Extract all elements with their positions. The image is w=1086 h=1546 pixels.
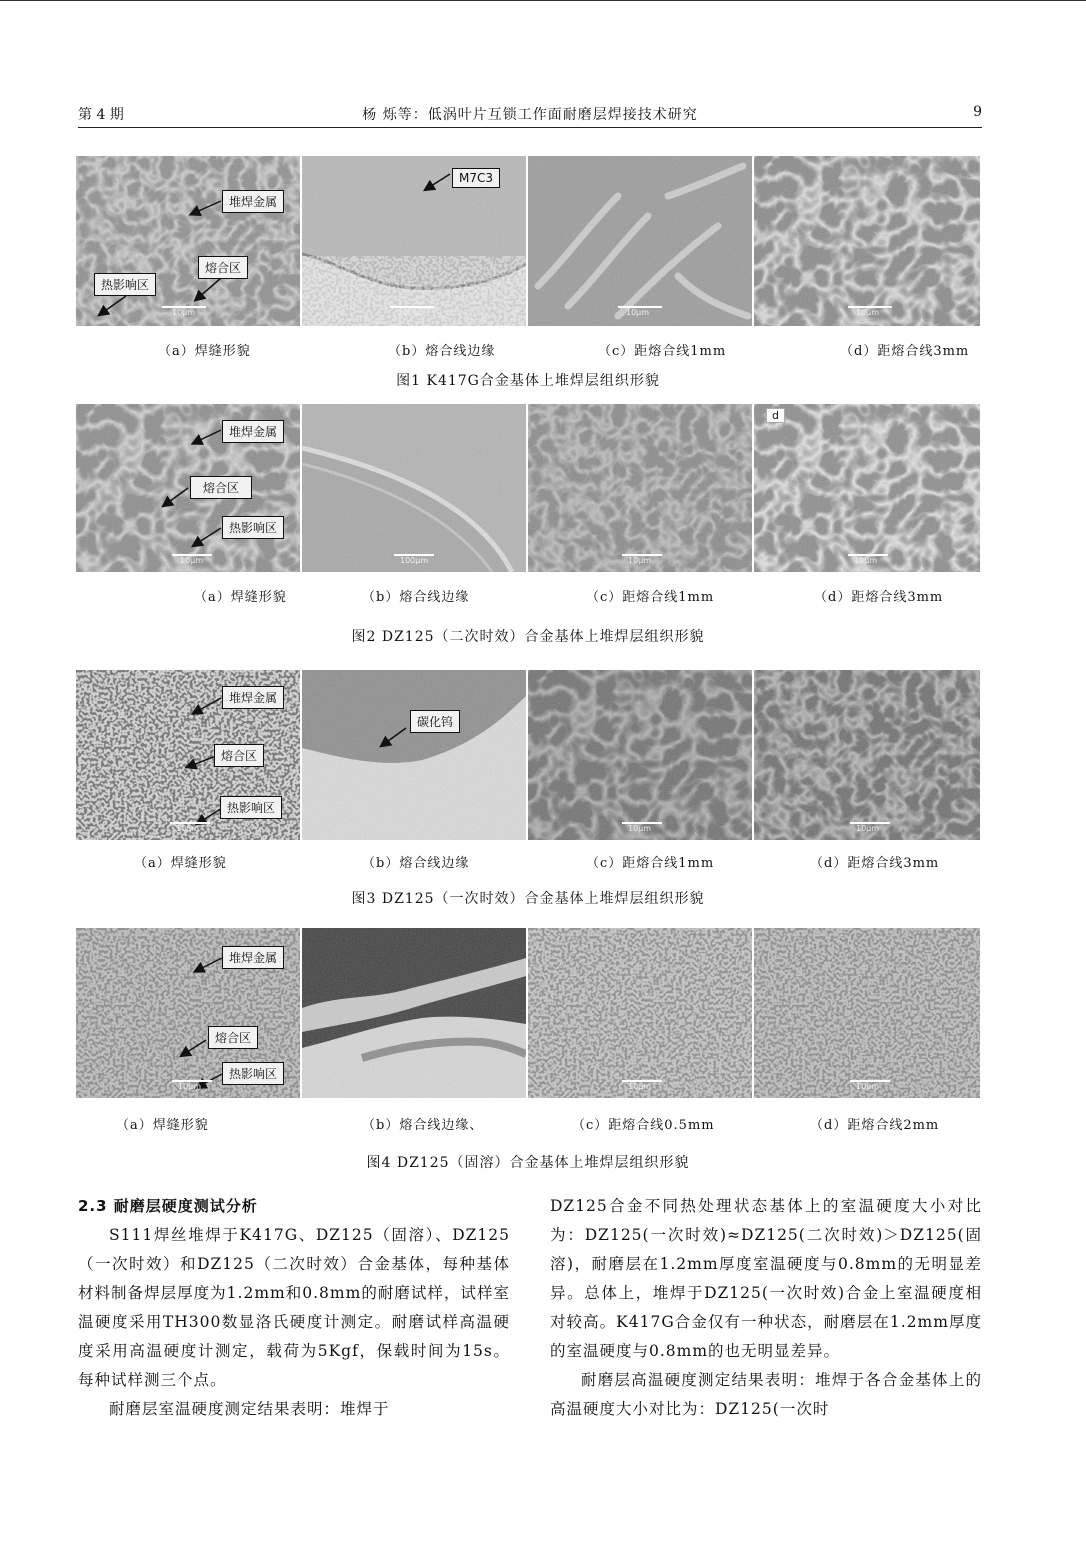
body-left-column bbox=[78, 1192, 510, 1424]
figure-2-subcaption-c: （c）距熔合线1mm bbox=[586, 590, 715, 605]
body-right-column bbox=[550, 1192, 982, 1424]
body-paragraph: DZ125合金不同热处理状态基体上的室温硬度大小对比为：DZ125(一次时效)≈DZ125(二次时效)＞DZ125(固溶)，耐磨层在1.2mm厚度室温硬度与0.8mm的无明显差异。总体上，堆焊于DZ125(一次时效)合金上室温硬度相对较高。K417G合金仅有一种状态，耐磨层在1.2mm厚度的室温硬度与0.8mm的也无明显差异。 bbox=[550, 1197, 982, 1360]
callout-carbide: M7C3 bbox=[452, 168, 500, 188]
figure-4-subcaption-c: （c）距熔合线0.5mm bbox=[572, 1118, 715, 1133]
scale-label: 10μm bbox=[856, 824, 880, 833]
scale-label: 100μm bbox=[398, 308, 427, 317]
scale-label: 10μm bbox=[180, 556, 204, 565]
callout-weld-metal: 堆焊金属 bbox=[222, 686, 284, 709]
body-paragraph: 耐磨层室温硬度测定结果表明：堆焊于 bbox=[109, 1400, 390, 1418]
scale-label: 10μm bbox=[854, 556, 878, 565]
figure-2-panel-b-micrograph bbox=[302, 404, 526, 572]
scale-label: 100μm bbox=[400, 556, 429, 565]
figure-4-panel-d-micrograph bbox=[754, 928, 980, 1098]
figure-1 bbox=[76, 156, 980, 394]
callout-fusion-zone: 熔合区 bbox=[214, 744, 264, 767]
issue-number: 第 4 期 bbox=[78, 107, 124, 123]
figure-4-caption: 图4 DZ125（固溶）合金基体上堆焊层组织形貌 bbox=[366, 1155, 690, 1171]
figure-1-subcaption-a: （a）焊缝形貌 bbox=[158, 344, 251, 359]
header-rule bbox=[78, 127, 982, 128]
figure-1-subcaption-b: （b）熔合线边缘 bbox=[388, 344, 496, 359]
scale-label: 10μm bbox=[178, 1082, 202, 1091]
scale-label: 10μm bbox=[626, 308, 650, 317]
figure-1-panel-c-micrograph bbox=[528, 156, 752, 326]
callout-weld-metal: 堆焊金属 bbox=[222, 190, 284, 213]
panel-tag: d bbox=[766, 408, 785, 423]
page-number: 9 bbox=[973, 104, 982, 120]
figure-2-panel-d-micrograph bbox=[754, 404, 980, 572]
figure-4-panel-c-micrograph bbox=[528, 928, 752, 1098]
scale-label: 10μm bbox=[628, 824, 652, 833]
figure-4-subcaption-b: （b）熔合线边缘、 bbox=[362, 1118, 484, 1133]
scale-label: 10μm bbox=[172, 308, 196, 317]
body-paragraph: 耐磨层高温硬度测定结果表明：堆焊于各合金基体上的高温硬度大小对比为：DZ125(一次时 bbox=[550, 1371, 982, 1418]
figure-2-subcaption-b: （b）熔合线边缘 bbox=[362, 590, 470, 605]
figure-1-panel-a-micrograph bbox=[76, 156, 300, 326]
figure-3-panel-a-micrograph bbox=[76, 670, 300, 840]
callout-fusion-zone: 熔合区 bbox=[198, 256, 248, 279]
section-title: 2.3 耐磨层硬度测试分析 bbox=[78, 1197, 258, 1215]
figure-1-caption: 图1 K417G合金基体上堆焊层组织形貌 bbox=[396, 373, 660, 389]
figure-3-panel-d-micrograph bbox=[754, 670, 980, 840]
figure-2-subcaption-a: （a）焊缝形貌 bbox=[194, 590, 287, 605]
figure-2 bbox=[76, 404, 980, 650]
figure-3-panel-b-micrograph bbox=[302, 670, 526, 840]
figure-3-subcaption-a: （a）焊缝形貌 bbox=[134, 856, 227, 871]
figure-3-subcaption-b: （b）熔合线边缘 bbox=[362, 856, 470, 871]
callout-fusion-zone: 熔合区 bbox=[208, 1026, 258, 1049]
figure-3-caption: 图3 DZ125（一次时效）合金基体上堆焊层组织形貌 bbox=[351, 891, 705, 907]
callout-weld-metal: 堆焊金属 bbox=[222, 420, 284, 443]
running-header bbox=[78, 104, 982, 126]
callout-weld-metal: 堆焊金属 bbox=[222, 946, 284, 969]
figure-3-subcaption-c: （c）距熔合线1mm bbox=[586, 856, 715, 871]
figure-3-subcaption-d: （d）距熔合线3mm bbox=[810, 856, 940, 871]
scale-label: 10μm bbox=[628, 556, 652, 565]
figure-2-subcaption-d: （d）距熔合线3mm bbox=[814, 590, 944, 605]
callout-carbide: 碳化钨 bbox=[410, 710, 460, 733]
callout-haz: 热影响区 bbox=[222, 1062, 284, 1085]
figure-3-panel-c-micrograph bbox=[528, 670, 752, 840]
figure-4-panel-a-micrograph bbox=[76, 928, 300, 1098]
figure-1-panel-b-micrograph bbox=[302, 156, 526, 326]
figure-1-panel-d-micrograph bbox=[754, 156, 980, 326]
figure-2-panel-a-micrograph bbox=[76, 404, 300, 572]
scale-label: 10μm bbox=[856, 1082, 880, 1091]
figure-2-caption: 图2 DZ125（二次时效）合金基体上堆焊层组织形貌 bbox=[351, 629, 705, 645]
callout-haz: 热影响区 bbox=[220, 796, 282, 819]
figure-3 bbox=[76, 670, 980, 910]
scale-label: 10μm bbox=[856, 308, 880, 317]
body-paragraph: S111焊丝堆焊于K417G、DZ125（固溶）、DZ125（一次时效）和DZ125（二次时效）合金基体，每种基体材料制备焊层厚度为1.2mm和0.8mm的耐磨试样，试样室温硬度采用TH300数显洛氏硬度计测定。耐磨试样高温硬度采用高温硬度计测定，载荷为5Kgf，保载时间为15s。每种试样测三个点。 bbox=[78, 1226, 510, 1389]
top-border-line bbox=[0, 0, 1086, 1]
figure-4 bbox=[76, 928, 980, 1172]
figure-1-subcaption-c: （c）距熔合线1mm bbox=[598, 344, 727, 359]
scale-label: 10μm bbox=[628, 1082, 652, 1091]
running-title: 杨 烁等：低涡叶片互锁工作面耐磨层焊接技术研究 bbox=[362, 107, 698, 123]
figure-4-subcaption-a: （a）焊缝形貌 bbox=[116, 1118, 209, 1133]
figure-2-panel-c-micrograph bbox=[528, 404, 752, 572]
figure-1-subcaption-d: （d）距熔合线3mm bbox=[840, 344, 970, 359]
scale-label: 10μm bbox=[176, 824, 200, 833]
callout-fusion-zone: 熔合区 bbox=[190, 476, 252, 499]
callout-haz: 热影响区 bbox=[222, 516, 284, 539]
figure-4-panel-b-micrograph bbox=[302, 928, 526, 1098]
figure-4-subcaption-d: （d）距熔合线2mm bbox=[810, 1118, 940, 1133]
callout-haz: 热影响区 bbox=[94, 273, 156, 296]
